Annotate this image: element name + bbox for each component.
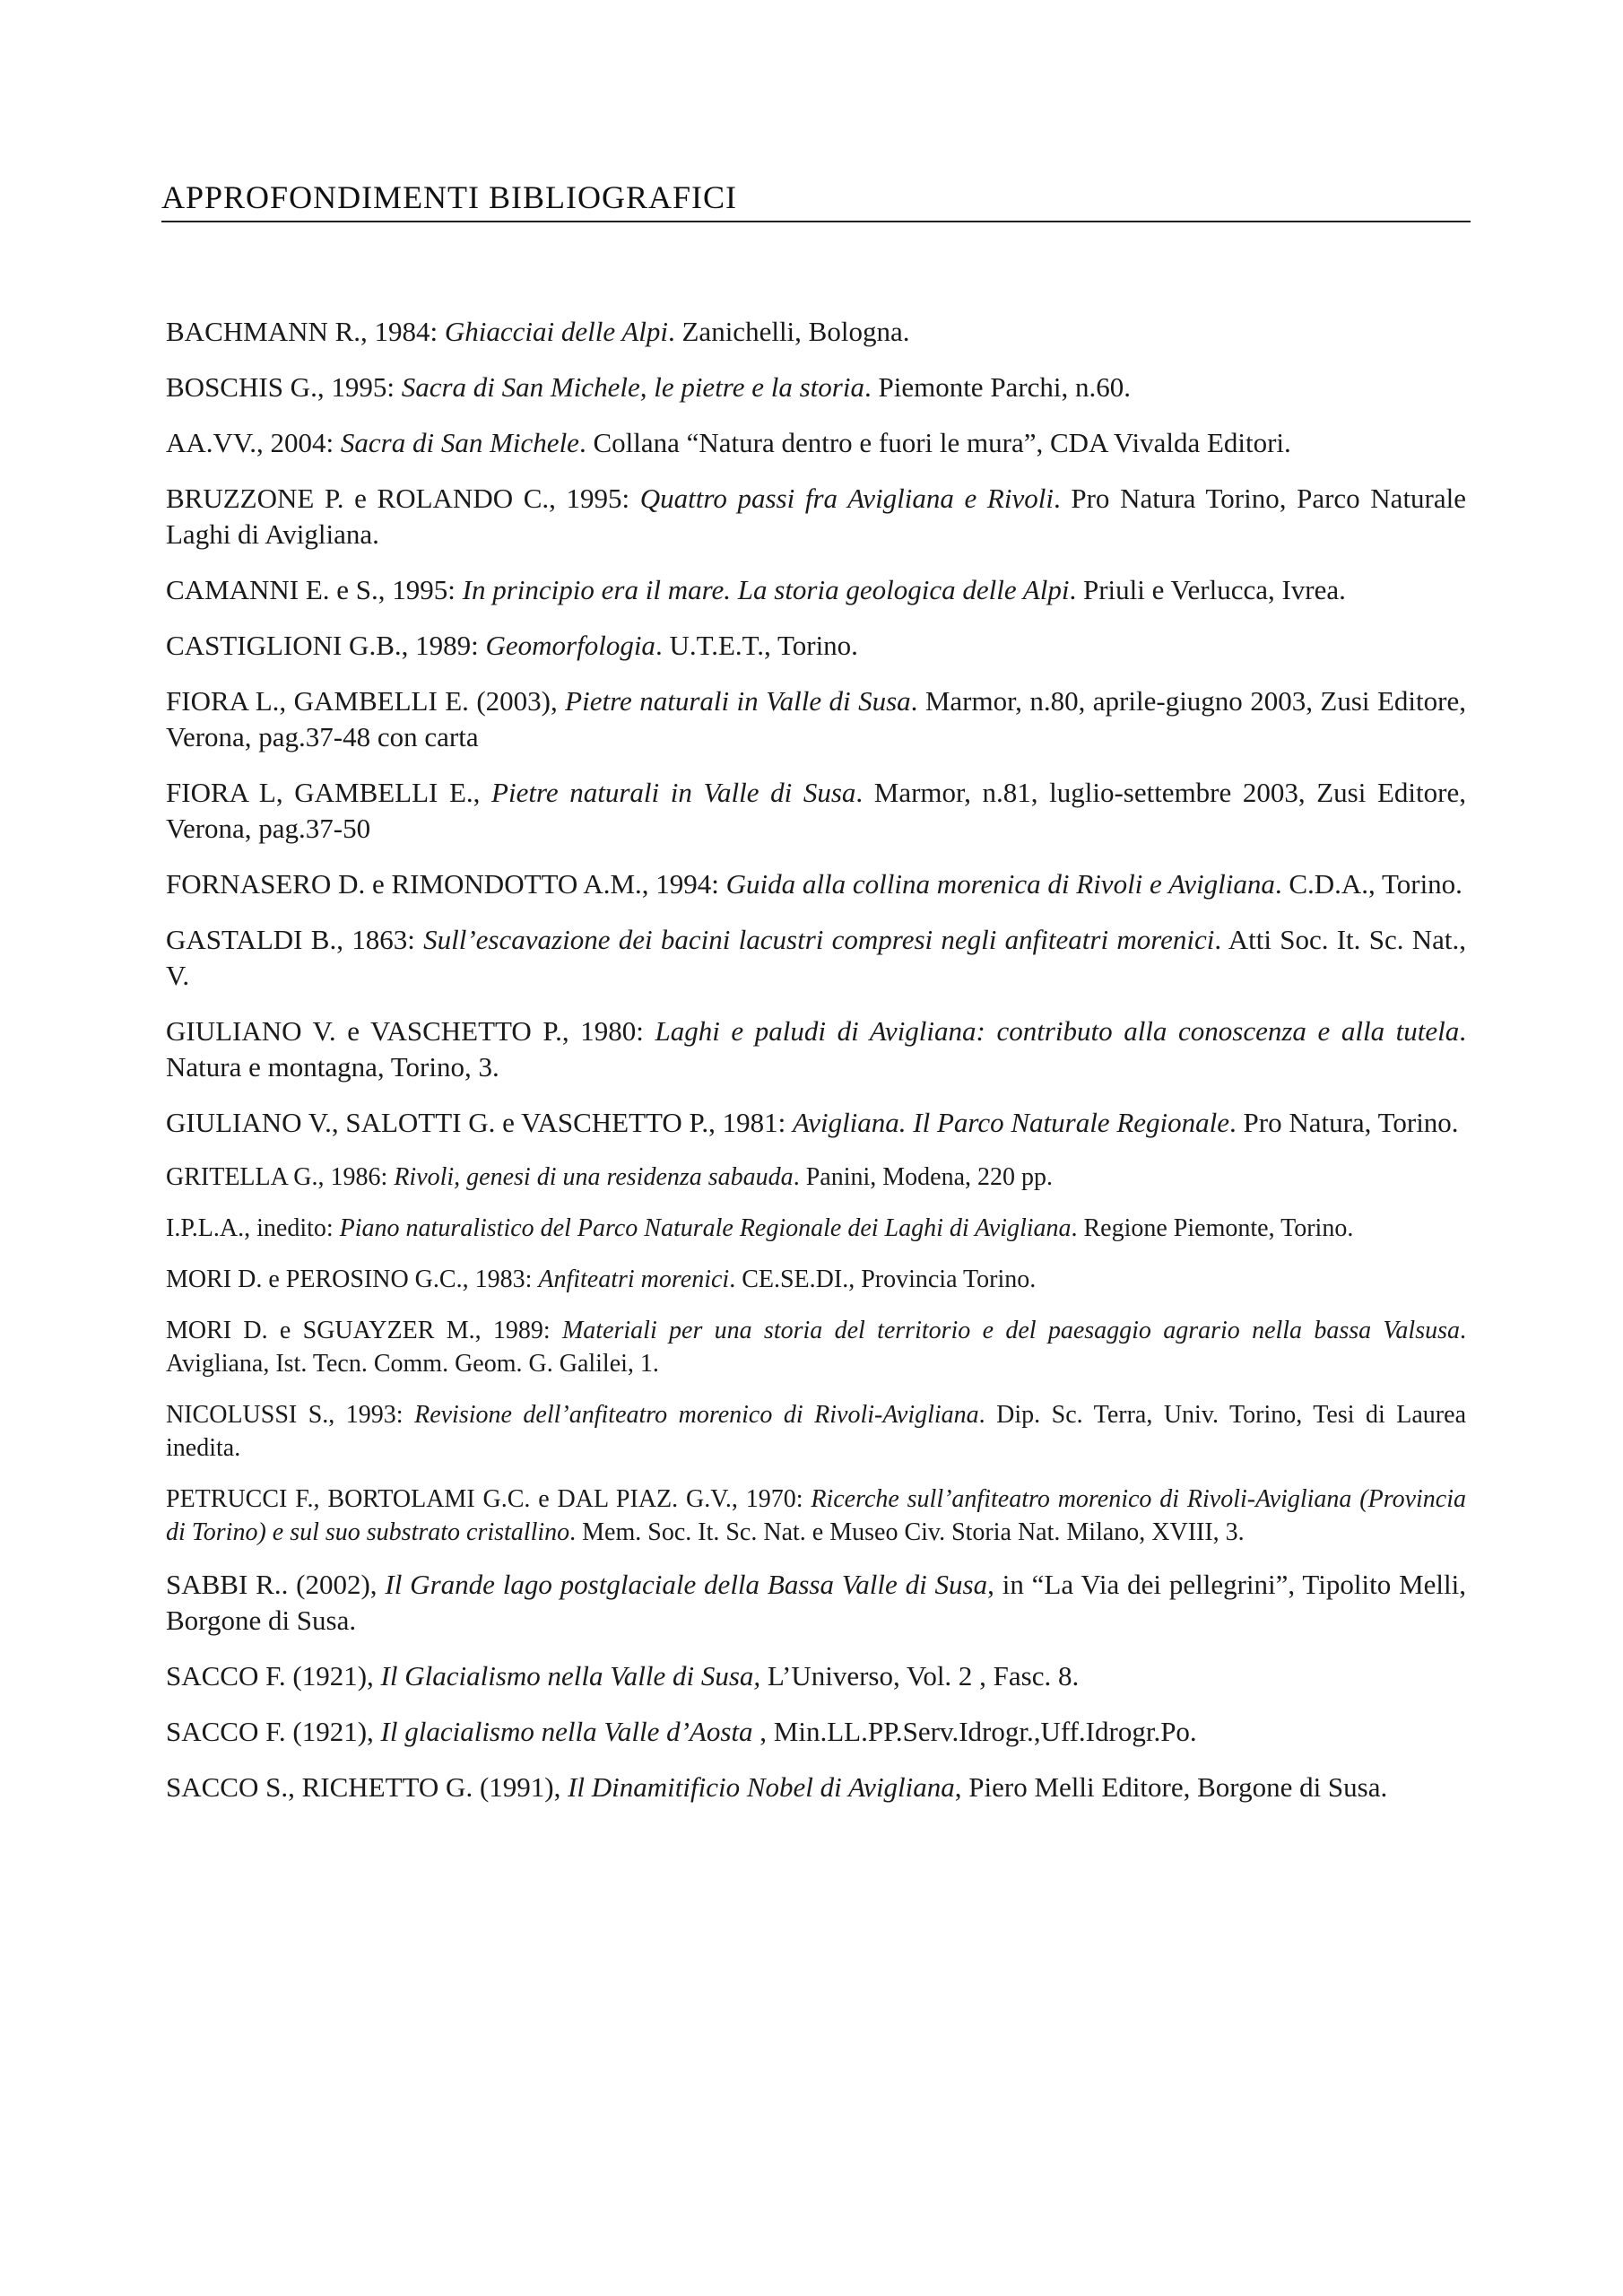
list-item: MORI D. e SGUAYZER M., 1989: Materiali per una storia del territorio e del paesaggio agrario nella bassa Valsusa. Avigliana, Ist. Tecn. Comm. Geom. G. Galilei, 1. (166, 1317, 1467, 1378)
list-item: SACCO S., RICHETTO G. (1991), Il Dinamitificio Nobel di Avigliana, Piero Melli Editore, Borgone di Susa. (166, 1771, 1388, 1803)
list-item: GIULIANO V., SALOTTI G. e VASCHETTO P., 1981: Avigliana. Il Parco Naturale Regionale. Pro Natura, Torino. (166, 1107, 1459, 1138)
page-title: APPROFONDIMENTI BIBLIOGRAFICI (161, 179, 1471, 222)
list-item: GIULIANO V. e VASCHETTO P., 1980: Laghi e paludi di Avigliana: contributo alla conoscenza e alla tutela. Natura e montagna, Torino, 3. (166, 1015, 1467, 1083)
list-item: CASTIGLIONI G.B., 1989: Geomorfologia. U.T.E.T., Torino. (166, 630, 858, 661)
list-item: MORI D. e PEROSINO G.C., 1983: Anfiteatri morenici. CE.SE.DI., Provincia Torino. (166, 1265, 1037, 1293)
list-item: PETRUCCI F., BORTOLAMI G.C. e DAL PIAZ. G.V., 1970: Ricerche sull’anfiteatro morenico di Rivoli-Avigliana (Provincia di Torino) e sul suo substrato cristallino. Mem. Soc. It. Sc. Nat. e Museo Civ. Storia Nat. Milano, XVIII, 3. (166, 1485, 1466, 1546)
list-item: BOSCHIS G., 1995: Sacra di San Michele, le pietre e la storia. Piemonte Parchi, n.60. (166, 371, 1132, 403)
list-item: FIORA L., GAMBELLI E. (2003), Pietre naturali in Valle di Susa. Marmor, n.80, aprile-giugno 2003, Zusi Editore, Verona, pag.37-48 con carta (166, 685, 1466, 752)
list-item: CAMANNI E. e S., 1995: In principio era il mare. La storia geologica delle Alpi. Priuli e Verlucca, Ivrea. (166, 574, 1346, 605)
list-item: GASTALDI B., 1863: Sull’escavazione dei bacini lacustri compresi negli anfiteatri morenici. Atti Soc. It. Sc. Nat., V. (166, 924, 1466, 991)
list-item: AA.VV., 2004: Sacra di San Michele. Collana “Natura dentro e fuori le mura”, CDA Vivalda Editori. (166, 427, 1291, 458)
list-item: SACCO F. (1921), Il Glacialismo nella Valle di Susa, L’Universo, Vol. 2 , Fasc. 8. (166, 1660, 1080, 1692)
list-item: BACHMANN R., 1984: Ghiacciai delle Alpi. Zanichelli, Bologna. (166, 316, 910, 347)
bibliography-list (166, 314, 1466, 1825)
list-item: NICOLUSSI S., 1993: Revisione dell’anfiteatro morenico di Rivoli-Avigliana. Dip. Sc. Terra, Univ. Torino, Tesi di Laurea inedita. (166, 1401, 1466, 1462)
list-item: SACCO F. (1921), Il glacialismo nella Valle d’Aosta , Min.LL.PP.Serv.Idrogr.,Uff.Idrogr.Po. (166, 1716, 1197, 1747)
list-item: GRITELLA G., 1986: Rivoli, genesi di una residenza sabauda. Panini, Modena, 220 pp. (166, 1163, 1053, 1191)
list-item: I.P.L.A., inedito: Piano naturalistico del Parco Naturale Regionale dei Laghi di Avigliana. Regione Piemonte, Torino. (166, 1214, 1354, 1242)
list-item: SABBI R.. (2002), Il Grande lago postglaciale della Bassa Valle di Susa, in “La Via dei pellegrini”, Tipolito Melli, Borgone di Susa. (166, 1569, 1466, 1636)
list-item: FORNASERO D. e RIMONDOTTO A.M., 1994: Guida alla collina morenica di Rivoli e Avigliana. C.D.A., Torino. (166, 868, 1462, 900)
list-item: BRUZZONE P. e ROLANDO C., 1995: Quattro passi fra Avigliana e Rivoli. Pro Natura Torino, Parco Naturale Laghi di Avigliana. (166, 483, 1467, 550)
list-item: FIORA L, GAMBELLI E., Pietre naturali in Valle di Susa. Marmor, n.81, luglio-settembre 2003, Zusi Editore, Verona, pag.37-50 (166, 777, 1466, 844)
